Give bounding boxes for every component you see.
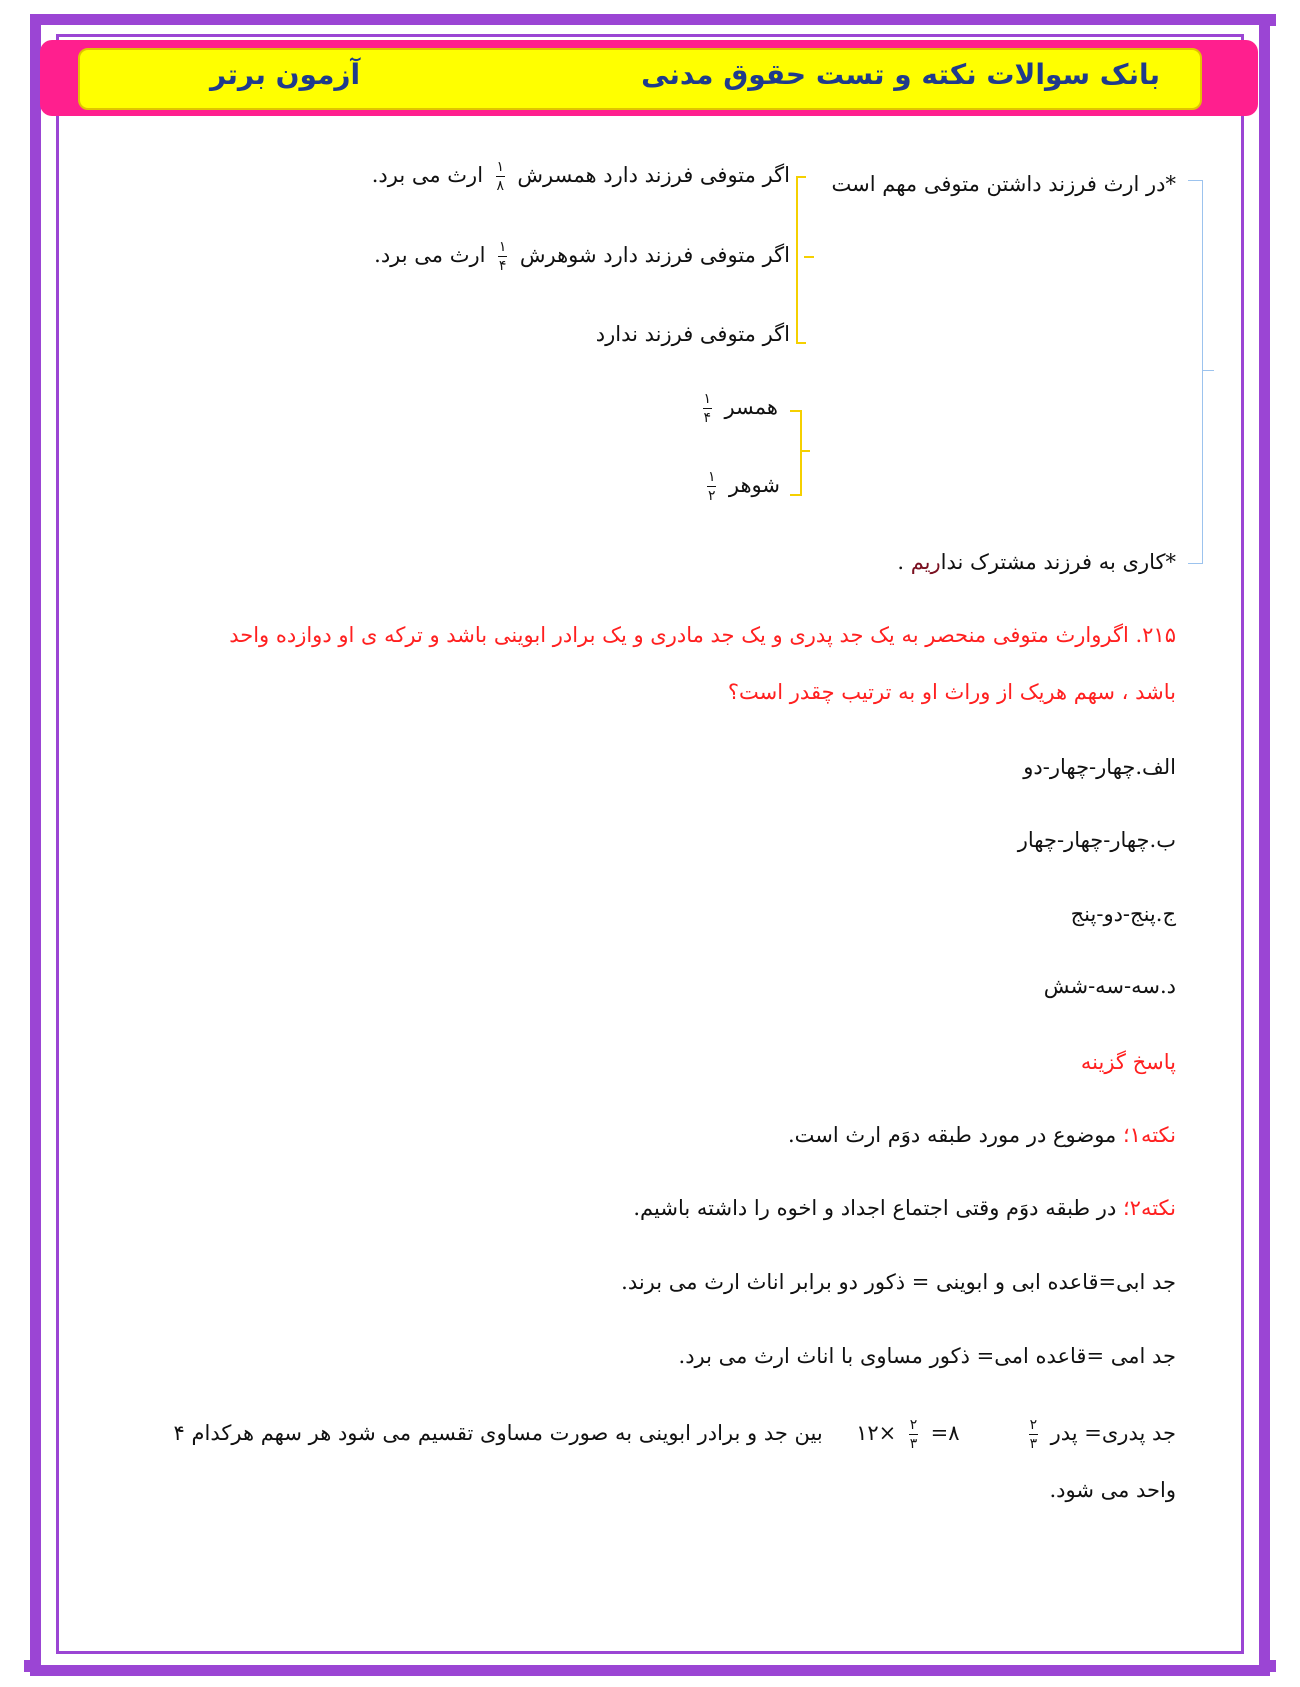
calc-c: ×۱۲ [856,1421,897,1445]
branch-1 [372,160,790,193]
calc-b: ۸= [930,1421,960,1445]
note-1 [788,1123,1176,1147]
option-b: ب.چهار-چهار-چهار [1017,828,1176,852]
intro-note-b: ریم [910,550,941,574]
branch-2 [374,240,790,273]
sub-brace-tip [800,450,810,452]
note-2 [633,1196,1176,1220]
intro-line: *در ارث فرزند داشتن متوفی مهم است [831,172,1176,196]
branch-3: اگر متوفی فرزند ندارد [595,322,790,346]
outer-brace [1188,180,1203,564]
fraction: $\frac{۲}{۳}$ [1029,1417,1038,1452]
sub-line-1 [697,392,778,425]
fraction: $\frac{۲}{۳}$ [909,1417,918,1452]
note-2-label: نکته۲؛ [1122,1196,1176,1220]
branch-brace-tip [804,256,814,258]
branch-1-text: اگر متوفی فرزند دارد همسرش [517,163,790,187]
sub-line-2 [701,470,780,503]
fraction: $\frac{۱}{۲}$ [707,469,716,504]
note-1-label: نکته۱؛ [1122,1123,1176,1147]
option-c: ج.پنج-دو-پنج [1070,902,1176,926]
fraction: $\frac{۱}{۴}$ [498,239,507,274]
brand-name: آزمون برتر [210,58,361,91]
intro-note-c: . [897,550,911,574]
calc-a: جد پدری= پدر [1050,1421,1176,1445]
corner-ornament [1264,14,1276,26]
calc-d: بین جد و برادر ابوینی به صورت مساوی تقسیم می شود هر سهم هرکدام ۴ [173,1421,823,1445]
note-2-text: در طبقه دوَم وقتی اجتماع اجداد و اخوه را داشته باشیم. [633,1196,1123,1220]
sub-brace [790,410,802,496]
option-a: الف.چهار-چهار-دو [1023,755,1176,779]
question-line-1: ۲۱۵. اگروارث متوفی منحصر به یک جد پدری و یک جد مادری و یک برادر ابوینی باشد و ترکه ی او دوازده واحد [229,623,1176,647]
sub-2-text: شوهر [728,473,780,497]
corner-ornament [24,1660,36,1672]
intro-note-a: *کاری به فرزند مشترک ندا [940,550,1176,574]
rule-1: جد ابی=قاعده ابی و ابوینی = ذکور دو برابر اناث ارث می برند. [621,1270,1176,1294]
sub-1-text: همسر [724,395,778,419]
calc-tail: واحد می شود. [1049,1478,1176,1502]
branch-1-tail: ارث می برد. [371,163,484,187]
branch-2-text: اگر متوفی فرزند دارد شوهرش [519,243,790,267]
page-title: بانک سوالات نکته و تست حقوق مدنی [641,58,1160,91]
answer-heading: پاسخ گزینه [1080,1050,1176,1074]
intro-note [897,550,1176,574]
rule-2: جد امی =قاعده امی= ذکور مساوی با اناث ارث می برد. [678,1344,1176,1368]
fraction: $\frac{۱}{۴}$ [703,391,712,426]
fraction: $\frac{۱}{۸}$ [496,159,504,194]
option-d: د.سه-سه-شش [1043,974,1176,998]
outer-brace-tip [1202,370,1214,371]
branch-brace [796,176,806,344]
question-line-2: باشد ، سهم هریک از وراث او به ترتیب چقدر است؟ [727,680,1176,704]
corner-ornament [1264,1660,1276,1672]
branch-2-tail: ارث می برد. [374,243,486,267]
calc-line [174,1418,1176,1451]
note-1-text: موضوع در مورد طبقه دوَم ارث است. [787,1123,1123,1147]
